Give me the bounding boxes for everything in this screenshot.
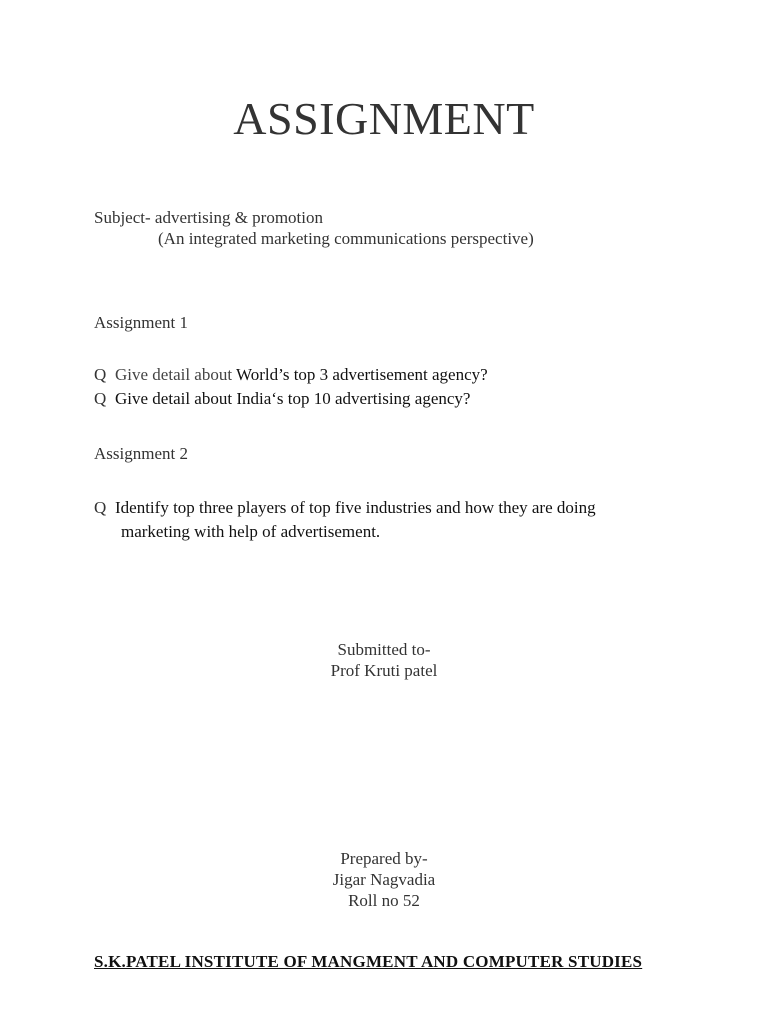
assignment-1-heading: Assignment 1 <box>94 313 188 332</box>
question-prefix: Give detail about <box>115 365 233 384</box>
question-text: Give detail about India‘s top 10 advertising agency? <box>115 389 471 408</box>
prepared-by-name: Jigar Nagvadia <box>332 870 436 889</box>
question-text: World’s top 3 advertisement agency? <box>236 365 488 384</box>
question-mark-label: Q <box>94 498 107 517</box>
prepared-by-label: Prepared by- <box>340 849 428 868</box>
roll-number: Roll no 52 <box>348 891 420 910</box>
assignment-2-question-1 <box>94 498 596 518</box>
assignment-1-question-1 <box>94 365 488 385</box>
question-text: Identify top three players of top five industries and how they are doing <box>115 498 596 517</box>
assignment-2-question-1-continued: marketing with help of advertisement. <box>121 522 381 541</box>
question-mark-label: Q <box>94 389 107 408</box>
subject-subtitle: (An integrated marketing communications perspective) <box>158 229 534 248</box>
subject-line: Subject- advertising & promotion <box>94 208 323 227</box>
submitted-to-name: Prof Kruti patel <box>330 661 438 680</box>
question-mark-label: Q <box>94 365 107 384</box>
submitted-to-label: Submitted to- <box>337 640 431 659</box>
assignment-2-heading: Assignment 2 <box>94 444 188 463</box>
institute-name: S.K.PATEL INSTITUTE OF MANGMENT AND COMPUTER STUDIES <box>94 952 643 971</box>
assignment-1-question-2 <box>94 389 470 409</box>
page-title: ASSIGNMENT <box>233 93 535 144</box>
